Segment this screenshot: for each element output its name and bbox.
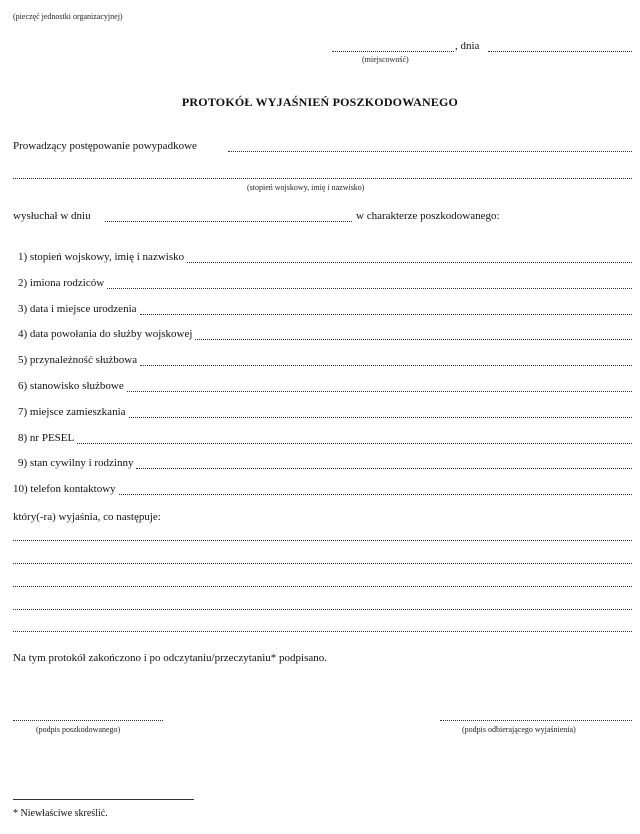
place-field[interactable] [332, 51, 454, 52]
field-label: 9) stan cywilny i rodzinny [18, 457, 134, 469]
field-label: 6) stanowisko służbowe [18, 380, 124, 392]
field-input[interactable] [77, 443, 632, 444]
conductor-caption: (stopień wojskowy, imię i nazwisko) [247, 183, 365, 192]
signature-right-field[interactable] [440, 720, 632, 721]
conductor-field[interactable] [228, 151, 632, 152]
field-input[interactable] [119, 494, 632, 495]
explanation-line[interactable] [13, 540, 632, 541]
heard-label: wysłuchał w dniu [13, 210, 91, 222]
field-input[interactable] [107, 288, 632, 289]
signature-left-field[interactable] [13, 720, 163, 721]
footnote: * Niewłaściwe skreślić. [13, 808, 108, 819]
explained-label: który(-ra) wyjaśnia, co następuje: [13, 511, 161, 523]
signature-right-caption: (podpis odbierającego wyjaśnienia) [462, 725, 576, 734]
date-label: , dnia [455, 40, 480, 52]
conductor-field-line-2[interactable] [13, 178, 632, 179]
stamp-caption: (pieczęć jednostki organizacyjnej) [13, 12, 123, 21]
field-label: 2) imiona rodziców [18, 277, 105, 289]
field-label: 10) telefon kontaktowy [13, 483, 116, 495]
signature-left-caption: (podpis poszkodowanego) [36, 725, 121, 734]
field-label: 7) miejsce zamieszkania [18, 406, 126, 418]
field-input[interactable] [140, 314, 632, 315]
explanation-line[interactable] [13, 609, 632, 610]
document-title: PROTOKÓŁ WYJAŚNIEŃ POSZKODOWANEGO [181, 95, 459, 109]
field-input[interactable] [136, 468, 632, 469]
conductor-label: Prowadzący postępowanie powypadkowe [13, 140, 197, 152]
heard-suffix: w charakterze poszkodowanego: [356, 210, 500, 222]
heard-date-field[interactable] [105, 221, 352, 222]
explanation-line[interactable] [13, 631, 632, 632]
field-label: 1) stopień wojskowy, imię i nazwisko [18, 251, 185, 263]
date-field[interactable] [488, 51, 632, 52]
field-label: 4) data powołania do służby wojskowej [18, 328, 193, 340]
field-input[interactable] [127, 391, 632, 392]
field-label: 3) data i miejsce urodzenia [18, 303, 137, 315]
place-caption: (miejscowość) [362, 55, 409, 64]
field-input[interactable] [140, 365, 632, 366]
closing-statement: Na tym protokół zakończono i po odczytaniu/przeczytaniu* podpisano. [13, 652, 328, 664]
field-input[interactable] [187, 262, 632, 263]
footnote-rule [13, 799, 194, 800]
field-input[interactable] [195, 339, 632, 340]
field-label: 8) nr PESEL [18, 432, 75, 444]
explanation-line[interactable] [13, 563, 632, 564]
field-label: 5) przynależność służbowa [18, 354, 138, 366]
field-input[interactable] [129, 417, 632, 418]
explanation-line[interactable] [13, 586, 632, 587]
